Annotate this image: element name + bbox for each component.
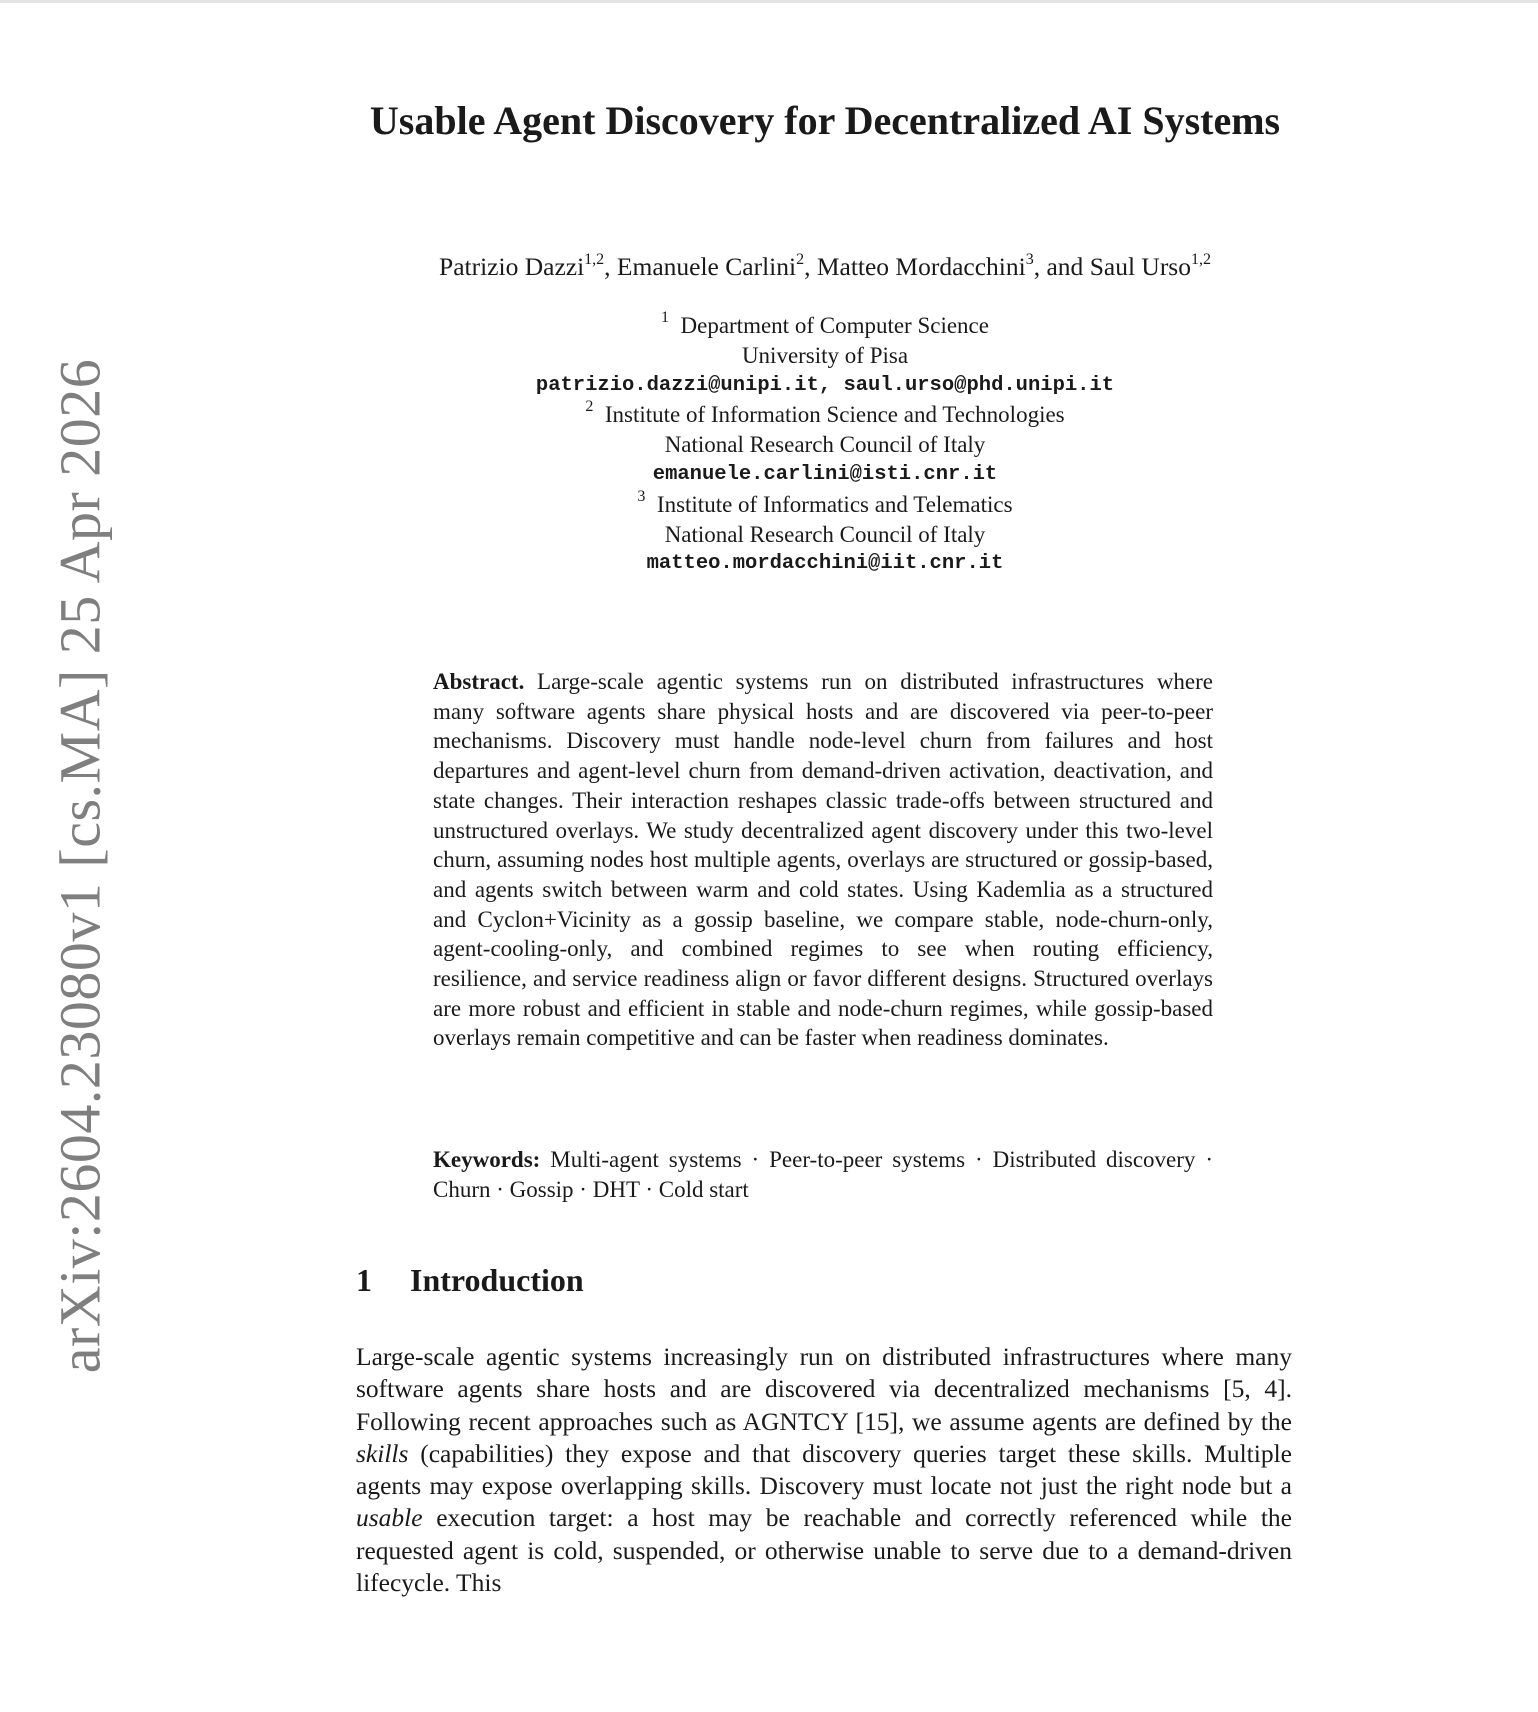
author-affil-mark: 1,2 [584,251,605,268]
keywords [433,1145,1213,1205]
affiliation-line: Department of Computer Science [680,313,989,338]
intro-emphasis-usable: usable [356,1503,423,1533]
affiliation-mark: 2 [585,398,594,416]
author-list [340,252,1310,282]
keywords-text: Multi-agent systems · Peer-to-peer systems · Distributed discovery · Churn · Gossip · DHT · Cold start [433,1147,1213,1202]
intro-text: (capabilities) they expose and that discovery queries target these skills. Multiple agents may expose overlapping skills. Discovery must locate not just the right node but a [356,1438,1292,1501]
affiliation-mark: 3 [637,487,646,505]
introduction-paragraph [356,1341,1292,1599]
paper-title: Usable Agent Discovery for Decentralized AI Systems [369,98,1281,143]
affiliations-block [400,311,1250,579]
affiliation-2-email[interactable]: emanuele.carlini@isti.cnr.it [652,462,998,486]
affiliation-2-name [400,400,1250,430]
author-name: Patrizio Dazzi [439,252,585,281]
affiliation-3-institution: National Research Council of Italy [664,521,986,547]
author-name: Saul Urso [1089,252,1191,281]
abstract-label: Abstract. [433,669,525,694]
author-affil-mark: 1,2 [1190,251,1211,268]
affiliation-line: Institute of Informatics and Telematics [656,491,1013,517]
section-heading-introduction [356,1262,584,1299]
author-name: Emanuele Carlini [616,252,797,281]
affiliation-mark: 1 [661,309,669,326]
author-affil-mark: 2 [796,251,805,268]
section-title: Introduction [410,1262,584,1298]
author-separator: , and [1033,252,1090,281]
affiliation-1-name [400,311,1250,341]
author-separator: , [804,252,817,281]
arxiv-identifier-stamp: arXiv:2604.23080v1 [cs.MA] 25 Apr 2026 [47,358,113,1374]
keywords-label: Keywords: [433,1147,541,1172]
author-separator: , [604,252,617,281]
affiliation-3-name [400,487,1250,520]
affiliation-2-institution: National Research Council of Italy [664,432,986,458]
author-name: Matteo Mordacchini [816,252,1026,281]
intro-text: execution target: a host may be reachable and correctly referenced while the requested agent is cold, suspended, or otherwise unable to serve due to a demand-driven lifecycle. This [356,1503,1292,1598]
affiliation-1-email[interactable]: patrizio.dazzi@unipi.it, saul.urso@phd.unipi.it [535,373,1115,397]
abstract [433,667,1213,1053]
section-number: 1 [356,1262,372,1298]
intro-text: Large-scale agentic systems increasingly run on distributed infrastructures where many software agents share hosts and are discovered via decentralized mechanisms [5, 4]. Following recent approaches such as AGNTCY [15], we assume agents are defined by the [356,1342,1292,1436]
intro-emphasis-skills: skills [356,1438,409,1468]
affiliation-3-email[interactable]: matteo.mordacchini@iit.cnr.it [646,552,1004,576]
page-top-border [0,0,1538,3]
abstract-text: Large-scale agentic systems run on distributed infrastructures where many software agents share physical hosts and are discovered via peer-to-peer mechanisms. Discovery must handle node-level churn from failures and host departures and agent-level churn from demand-driven activation, deactivation, and state changes. Their interaction reshapes classic trade-offs between structured and unstructured overlays. We study decentralized agent discovery under this two-level churn, assuming nodes host multiple agents, overlays are structured or gossip-based, and agents switch between warm and cold states. Using Kademlia as a structured and Cyclon+Vicinity as a gossip baseline, we compare stable, node-churn-only, agent-cooling-only, and combined regimes to see when routing efficiency, resilience, and service readiness align or favor different designs. Structured overlays are more robust and efficient in stable and node-churn regimes, while gossip-based overlays remain competitive and can be faster when readiness dominates. [433,669,1214,1051]
affiliation-line: Institute of Information Science and Technologies [604,402,1065,428]
affiliation-1-institution: University of Pisa [741,342,909,368]
author-affil-mark: 3 [1025,251,1034,268]
